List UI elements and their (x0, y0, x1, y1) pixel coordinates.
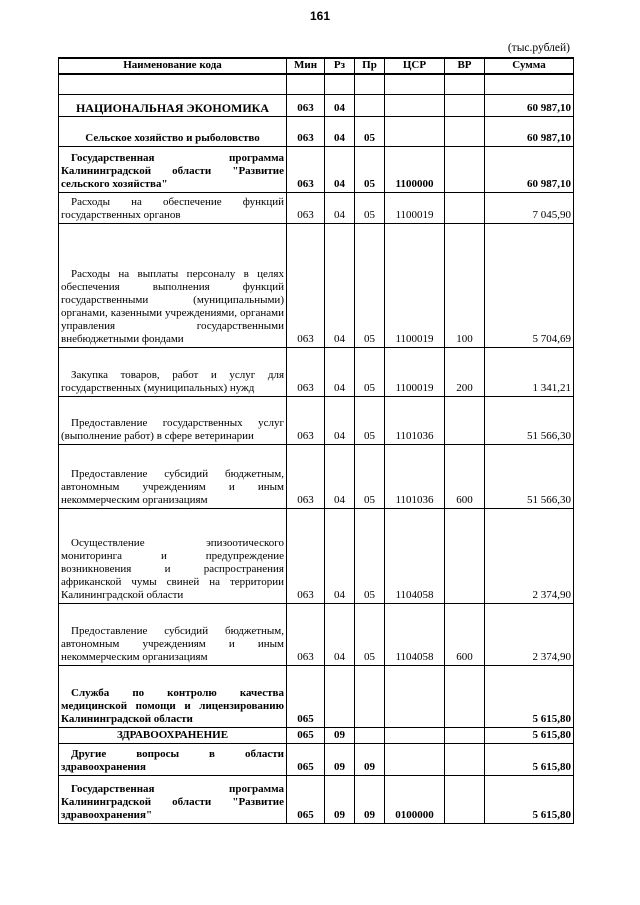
row-sum: 7 045,90 (485, 193, 574, 224)
row-vr (445, 744, 485, 776)
table-row (59, 728, 574, 744)
row-min: 063 (287, 348, 325, 397)
row-pr: 05 (355, 509, 385, 604)
row-csr: 1104058 (385, 509, 445, 604)
row-sum: 5 615,80 (485, 666, 574, 728)
header-vr: ВР (445, 58, 485, 74)
table-row (59, 95, 574, 117)
row-vr: 200 (445, 348, 485, 397)
row-name: Предоставление субсидий бюджетным, автономным учреждениям и иным некоммерческим организациям (59, 445, 287, 509)
table-row (59, 147, 574, 193)
row-rz: 04 (325, 147, 355, 193)
row-rz: 09 (325, 776, 355, 824)
row-name: Сельское хозяйство и рыболовство (59, 117, 287, 147)
row-csr: 1100000 (385, 147, 445, 193)
row-pr: 05 (355, 147, 385, 193)
row-csr: 1101036 (385, 397, 445, 445)
header-csr: ЦСР (385, 58, 445, 74)
row-name: ЗДРАВООХРАНЕНИЕ (59, 728, 287, 744)
row-vr (445, 397, 485, 445)
table-row (59, 348, 574, 397)
table-row (59, 776, 574, 824)
row-vr: 600 (445, 604, 485, 666)
row-rz: 04 (325, 95, 355, 117)
row-rz: 04 (325, 193, 355, 224)
row-name: Расходы на выплаты персоналу в целях обеспечения выполнения функций государственными (муниципальными) органами, казенными учреждениями, органами управления государственными внебюджетными фондами (59, 224, 287, 348)
row-rz: 04 (325, 509, 355, 604)
row-pr: 05 (355, 224, 385, 348)
row-min: 063 (287, 224, 325, 348)
row-min: 063 (287, 193, 325, 224)
row-name: НАЦИОНАЛЬНАЯ ЭКОНОМИКА (59, 95, 287, 117)
row-vr (445, 117, 485, 147)
row-pr: 09 (355, 776, 385, 824)
row-sum: 5 615,80 (485, 776, 574, 824)
header-pr: Пр (355, 58, 385, 74)
row-name: Служба по контролю качества медицинской помощи и лицензированию Калининградской области (59, 666, 287, 728)
row-sum: 1 341,21 (485, 348, 574, 397)
row-pr: 09 (355, 744, 385, 776)
row-vr: 600 (445, 445, 485, 509)
row-name: Расходы на обеспечение функций государственных органов (59, 193, 287, 224)
row-csr: 1100019 (385, 348, 445, 397)
row-rz: 04 (325, 224, 355, 348)
table-header-row (59, 58, 574, 74)
row-min: 063 (287, 509, 325, 604)
table-row (59, 445, 574, 509)
table-row (59, 666, 574, 728)
row-pr: 05 (355, 445, 385, 509)
row-sum: 5 615,80 (485, 744, 574, 776)
row-sum: 2 374,90 (485, 604, 574, 666)
row-rz (325, 666, 355, 728)
row-pr (355, 95, 385, 117)
row-pr (355, 728, 385, 744)
row-csr: 1101036 (385, 445, 445, 509)
row-sum: 51 566,30 (485, 397, 574, 445)
row-pr: 05 (355, 397, 385, 445)
row-vr (445, 95, 485, 117)
row-rz: 09 (325, 728, 355, 744)
units-note: (тыс.рублей) (507, 42, 570, 54)
row-rz: 04 (325, 117, 355, 147)
header-min: Мин (287, 58, 325, 74)
row-min: 063 (287, 95, 325, 117)
table-row (59, 397, 574, 445)
row-vr (445, 666, 485, 728)
header-rz: Рз (325, 58, 355, 74)
row-pr: 05 (355, 117, 385, 147)
row-min: 063 (287, 117, 325, 147)
row-name: Государственная программа Калининградской области "Развитие сельского хозяйства" (59, 147, 287, 193)
table-spacer-row (59, 74, 574, 95)
header-name: Наименование кода (59, 58, 287, 74)
row-min: 065 (287, 744, 325, 776)
row-rz: 04 (325, 348, 355, 397)
row-sum: 2 374,90 (485, 509, 574, 604)
row-pr: 05 (355, 348, 385, 397)
row-csr (385, 666, 445, 728)
row-min: 063 (287, 147, 325, 193)
row-csr (385, 117, 445, 147)
row-sum: 51 566,30 (485, 445, 574, 509)
row-vr (445, 193, 485, 224)
row-rz: 04 (325, 445, 355, 509)
row-csr: 0100000 (385, 776, 445, 824)
row-pr (355, 666, 385, 728)
row-pr: 05 (355, 193, 385, 224)
row-rz: 04 (325, 397, 355, 445)
row-name: Государственная программа Калининградской области "Развитие здравоохранения" (59, 776, 287, 824)
row-name: Осуществление эпизоотического мониторинга и предупреждение возникновения и распространения африканской чумы свиней на территории Калининградской области (59, 509, 287, 604)
row-vr (445, 147, 485, 193)
row-name: Закупка товаров, работ и услуг для государственных (муниципальных) нужд (59, 348, 287, 397)
table-row (59, 224, 574, 348)
row-min: 063 (287, 604, 325, 666)
row-name: Предоставление государственных услуг (выполнение работ) в сфере ветеринарии (59, 397, 287, 445)
row-min: 063 (287, 397, 325, 445)
row-csr (385, 744, 445, 776)
row-min: 063 (287, 445, 325, 509)
row-rz: 09 (325, 744, 355, 776)
table-row (59, 604, 574, 666)
row-pr: 05 (355, 604, 385, 666)
row-sum: 60 987,10 (485, 95, 574, 117)
page-number: 161 (309, 9, 331, 23)
row-csr: 1100019 (385, 193, 445, 224)
row-sum: 60 987,10 (485, 147, 574, 193)
row-sum: 60 987,10 (485, 117, 574, 147)
row-vr (445, 776, 485, 824)
row-sum: 5 704,69 (485, 224, 574, 348)
budget-table (58, 57, 574, 824)
row-rz: 04 (325, 604, 355, 666)
row-name: Другие вопросы в области здравоохранения (59, 744, 287, 776)
table-row (59, 117, 574, 147)
row-sum: 5 615,80 (485, 728, 574, 744)
table-row (59, 509, 574, 604)
row-min: 065 (287, 666, 325, 728)
row-csr (385, 95, 445, 117)
row-vr: 100 (445, 224, 485, 348)
row-csr: 1104058 (385, 604, 445, 666)
row-csr (385, 728, 445, 744)
row-vr (445, 728, 485, 744)
row-name: Предоставление субсидий бюджетным, автономным учреждениям и иным некоммерческим организациям (59, 604, 287, 666)
row-min: 065 (287, 776, 325, 824)
row-vr (445, 509, 485, 604)
row-csr: 1100019 (385, 224, 445, 348)
row-min: 065 (287, 728, 325, 744)
table-row (59, 193, 574, 224)
table-row (59, 744, 574, 776)
header-sum: Сумма (485, 58, 574, 74)
